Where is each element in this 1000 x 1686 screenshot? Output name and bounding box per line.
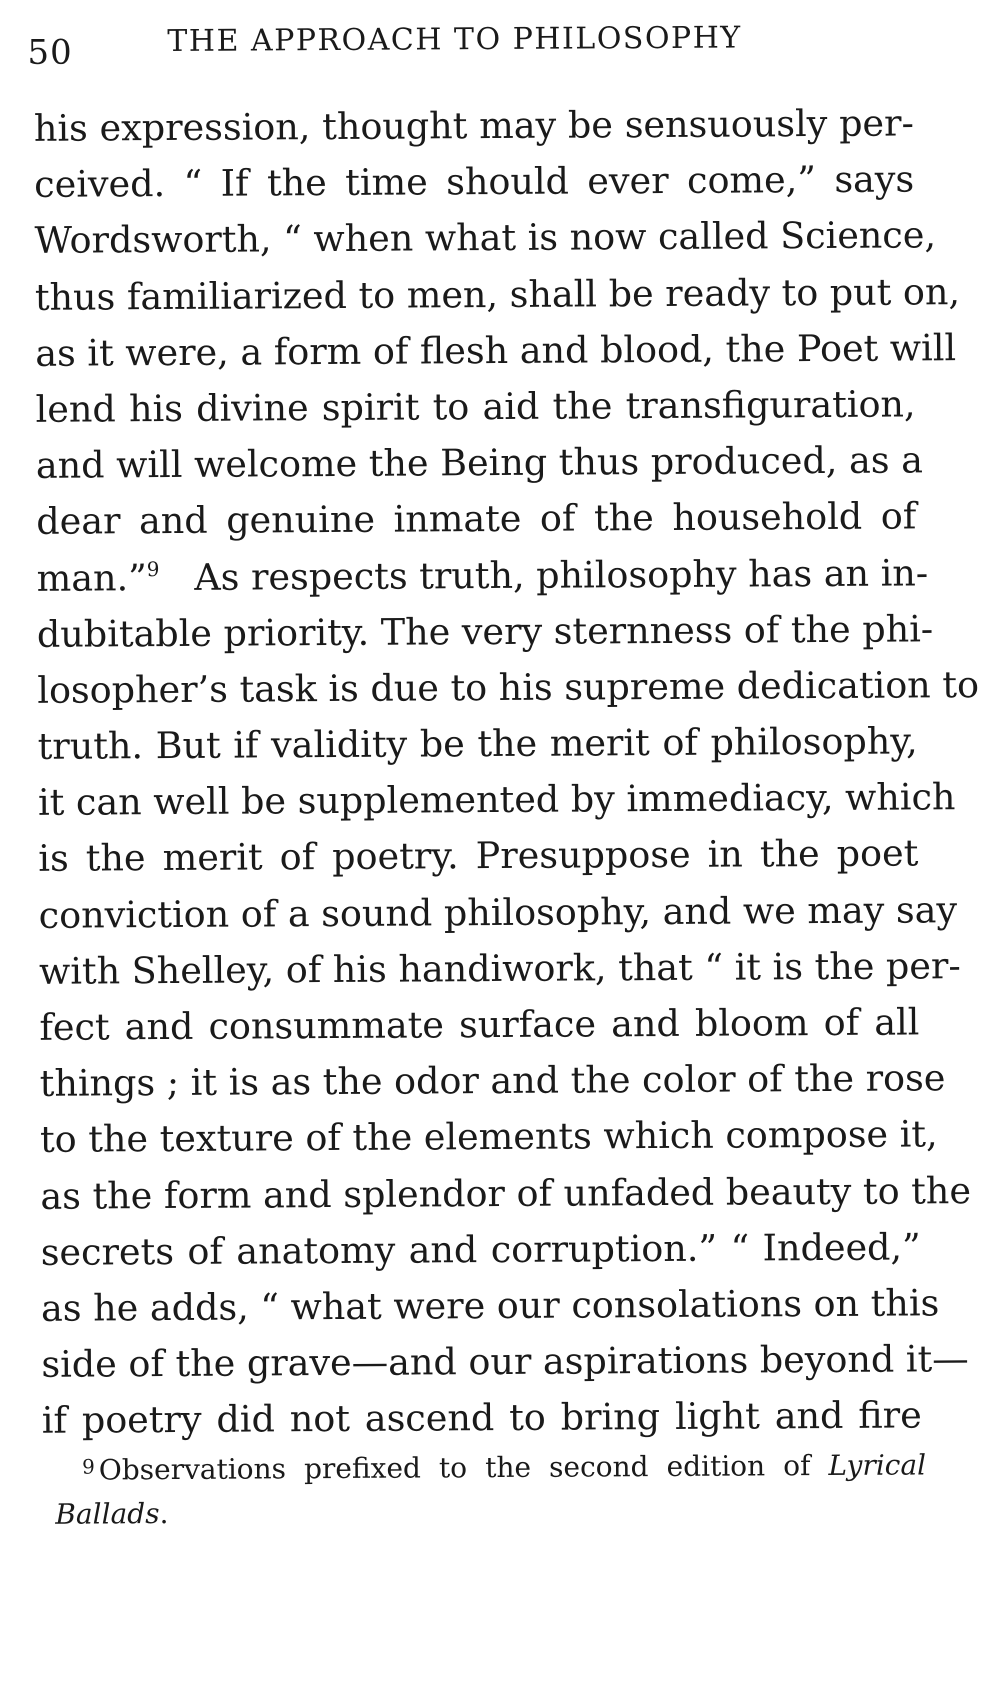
text-line: fect and consummate surface and bloom of all <box>39 1000 920 1049</box>
footnote-title-part: Lyrical <box>828 1448 927 1483</box>
footnote-title-part: Ballads <box>55 1497 160 1531</box>
footnote-text: Observations prefixed to the second edition of <box>98 1449 811 1487</box>
text-line-with-footnote-ref <box>36 545 929 607</box>
text-line: with Shelley, of his handiwork, that “ it is the per- <box>38 944 961 993</box>
body-text <box>33 95 980 1449</box>
text-line: is the merit of poetry. Presuppose in the poet <box>38 831 919 881</box>
text-line: side of the grave—and our aspirations beyond it— <box>41 1337 969 1386</box>
text-line: as the form and splendor of unfaded beauty to the <box>40 1168 972 1218</box>
text-line: if poetry did not ascend to bring light and fire <box>41 1393 922 1443</box>
footnote-line <box>82 1439 926 1492</box>
text-line: Wordsworth, “ when what is now called Science, <box>34 213 937 263</box>
line-rest: As respects truth, philosophy has an in- <box>194 550 929 599</box>
text-line: conviction of a sound philosophy, and we may say <box>38 887 958 937</box>
page-number: 50 <box>27 32 73 73</box>
text-line: dubitable priority. The very sternness of the phi- <box>36 607 934 656</box>
text-line: as he adds, “ what were our consolations on this <box>40 1281 940 1330</box>
text-line: dear and genuine inmate of the household of <box>36 494 917 544</box>
footnote <box>55 1439 927 1536</box>
text-line: things ; it is as the odor and the color of the rose <box>39 1056 946 1106</box>
text-line: secrets of anatomy and corruption.” “ Indeed,” <box>40 1225 921 1274</box>
line-start: man.” <box>36 555 147 600</box>
page-header <box>27 19 917 74</box>
text-line: it can well be supplemented by immediacy, which <box>37 775 956 825</box>
text-line: ceived. “ If the time should ever come,” says <box>34 157 915 207</box>
text-line: and will welcome the Being thus produced, as a <box>35 438 924 487</box>
footnote-line <box>55 1487 926 1536</box>
footnote-mark: 9 <box>81 1454 95 1479</box>
text-line: lend his divine spirit to aid the transfiguration, <box>35 382 916 431</box>
text-line: losopher’s task is due to his supreme dedication to <box>37 662 980 712</box>
text-line: as it were, a form of flesh and blood, the Poet will <box>35 325 957 375</box>
running-head: THE APPROACH TO PHILOSOPHY <box>167 20 742 60</box>
text-line: to the texture of the elements which compose it, <box>39 1112 938 1162</box>
text-line: his expression, thought may be sensuously per- <box>33 101 915 150</box>
footnote-end: . <box>159 1497 169 1531</box>
text-line: thus familiarized to men, shall be ready to put on, <box>34 269 961 319</box>
text-line: truth. But if validity be the merit of philosophy, <box>37 719 918 768</box>
footnote-reference: 9 <box>146 556 160 581</box>
